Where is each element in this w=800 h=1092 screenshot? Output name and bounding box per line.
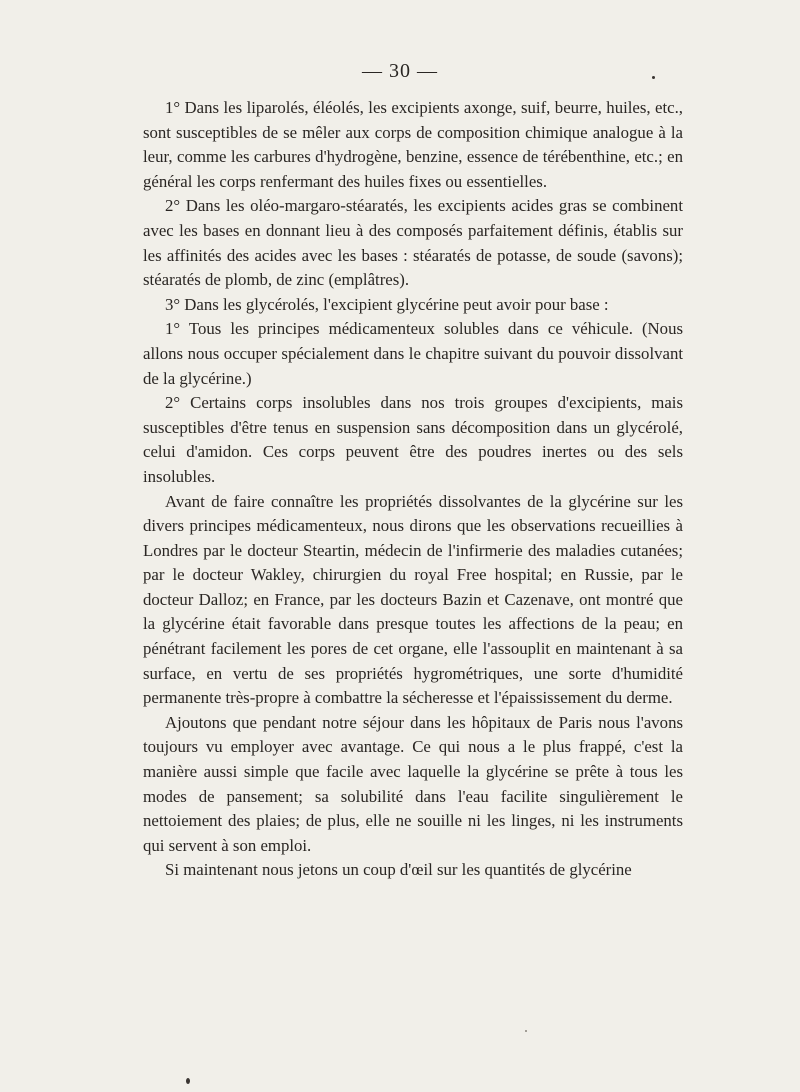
page-number: — 30 — — [362, 60, 438, 82]
paragraph-oleo-margaro-stearates: 2° Dans les oléo-margaro-stéaratés, les excipients acides gras se combinent avec les bases en donnant lieu à des composés parfaitement définis, établis sur les affinités des acides avec les bases : stéaratés de potasse, de soude (savons); stéaratés de plomb, de zinc (emplâtres). — [143, 196, 683, 290]
paragraph-hospital-use: Ajoutons que pendant notre séjour dans les hôpitaux de Paris nous l'avons toujours vu employer avec avantage. Ce qui nous a le plus frappé, c'est la manière aussi simple que facile avec laquelle la glycérine se prête à tous les modes de pansement; sa solubilité dans l'eau facilite singulièrement le nettoiement des plaies; de plus, elle ne souille ni les linges, ni les instruments qui servent à son emploi. — [143, 712, 683, 855]
paragraph-glycerols: 3° Dans les glycérolés, l'excipient glycérine peut avoir pour base : — [165, 294, 609, 314]
paragraph-soluble-principles: 1° Tous les principes médicamenteux solubles dans ce véhicule. (Nous allons nous occuper spécialement dans le chapitre suivant du pouvoir dissolvant de la glycérine.) — [143, 319, 683, 388]
paragraph-insoluble-bodies: 2° Certains corps insolubles dans nos trois groupes d'excipients, mais susceptibles d'être tenus en suspension sans décomposition dans un glycérolé, celui d'amidon. Ces corps peuvent être des poudres inertes ou des sels insolubles. — [143, 393, 683, 486]
paragraph-dissolving-properties: Avant de faire connaître les propriétés dissolvantes de la glycérine sur les divers principes médicamenteux, nous dirons que les observations recueillies à Londres par le docteur Steartin, médecin de l'infirmerie des maladies cutanées; par le docteur Wakley, chirurgien du royal Free hospital; en Russie, par le docteur Dalloz; en France, par les docteurs Bazin et Cazenave, ont montré que la glycérine était favorable dans presque toutes les affections de la peau; en pénétrant facilement les pores de cet organe, elle l'assouplit en maintenant à sa surface, en vertu de ses propriétés hygrométriques, une sorte d'humidité permanente très-propre à combattre la sécheresse et l'épaississement du derme. — [143, 491, 683, 708]
ink-speck-lower-right — [525, 1030, 527, 1032]
ink-speck-top — [652, 76, 655, 79]
paragraph-quantities: Si maintenant nous jetons un coup d'œil sur les quantités de glycérine — [165, 860, 632, 880]
ink-speck-bottom — [186, 1078, 190, 1084]
paragraph-liparoles: 1° Dans les liparolés, éléolés, les excipients axonge, suif, beurre, huiles, etc., sont susceptibles de se mêler aux corps de composition chimique analogue à la leur, comme les carbures d'hydrogène, benzine, essence de térébenthine, etc.; en général les corps renfermant des huiles fixes ou essentielles. — [143, 98, 683, 191]
body-text — [143, 96, 683, 883]
